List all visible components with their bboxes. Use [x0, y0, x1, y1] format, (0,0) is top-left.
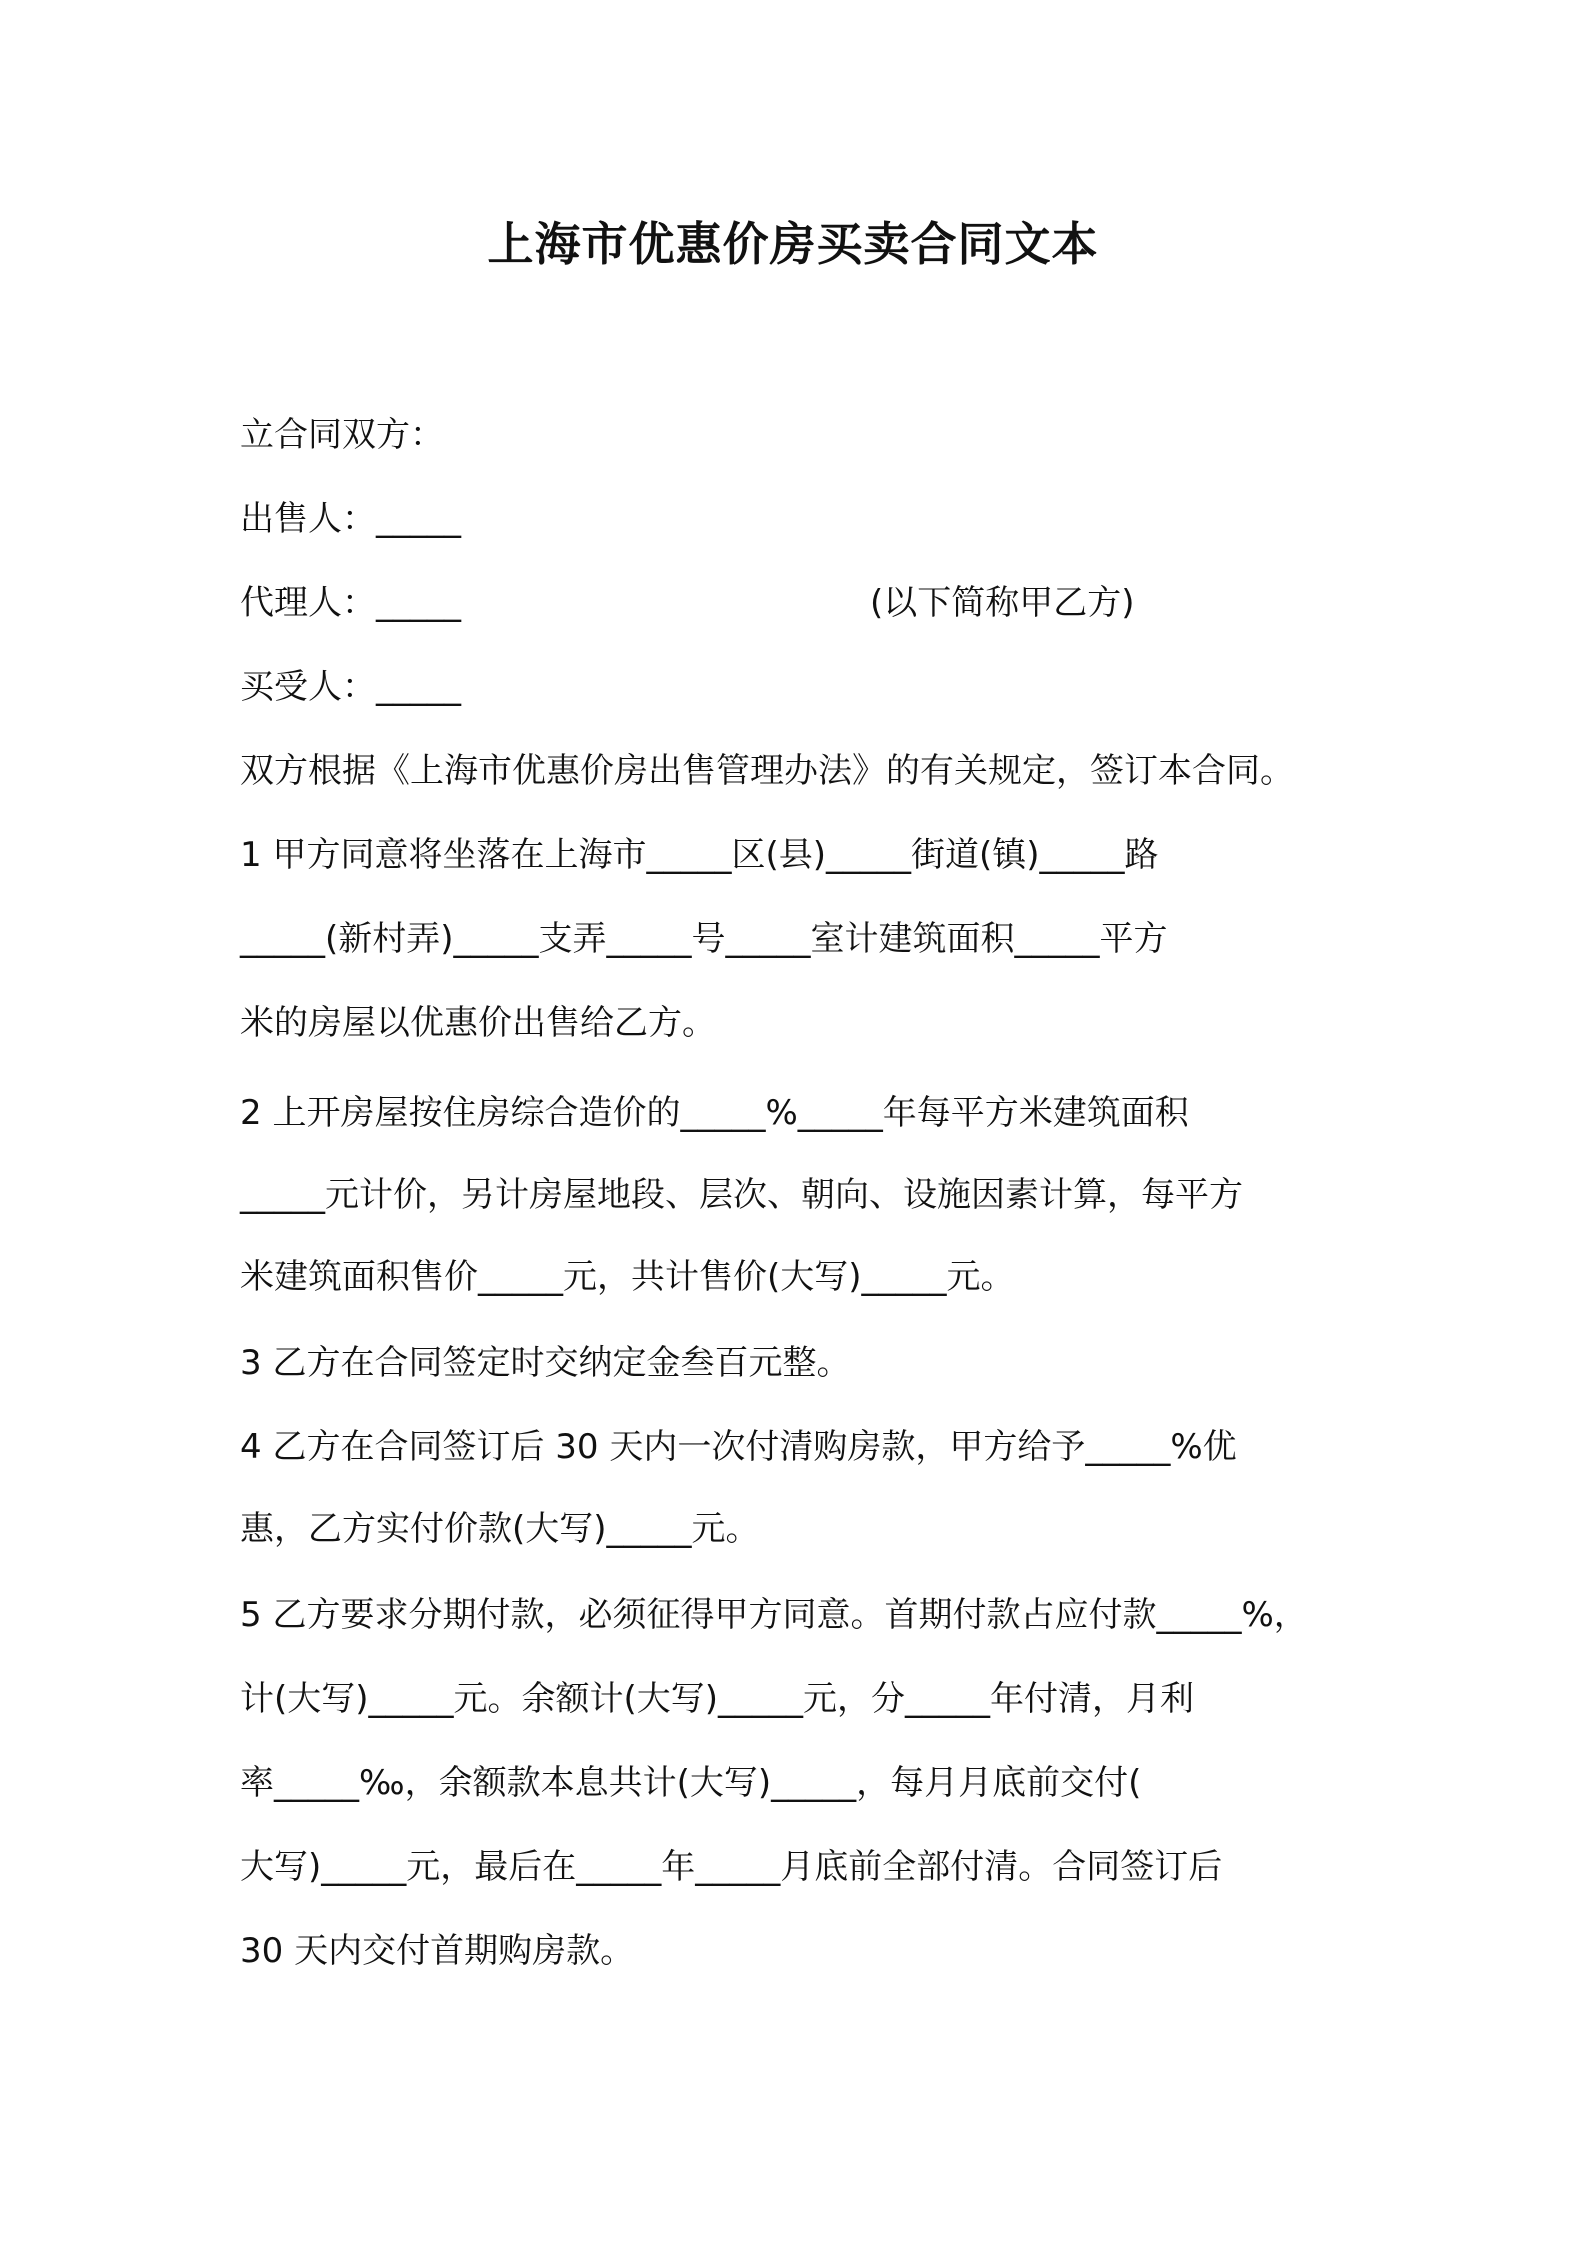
clause-5-line-1: 5 乙方要求分期付款，必须征得甲方同意。首期付款占应付款_____%， — [240, 1595, 1308, 1635]
agent-line: 代理人：_____ — [240, 583, 461, 623]
clause-5-line-2: 计(大写)_____元。余额计(大写)_____元，分_____年付清，月利 — [240, 1679, 1195, 1719]
basis-paragraph: 双方根据《上海市优惠价房出售管理办法》的有关规定，签订本合同。 — [240, 751, 1294, 791]
clause-2-line-3: 米建筑面积售价_____元，共计售价(大写)_____元。 — [240, 1257, 1015, 1297]
clause-1-line-3: 米的房屋以优惠价出售给乙方。 — [240, 1003, 716, 1043]
document-title: 上海市优惠价房买卖合同文本 — [487, 217, 1099, 271]
clause-1-line-2: _____(新村弄)_____支弄_____号_____室计建筑面积_____平方 — [240, 919, 1168, 959]
clause-5-line-3: 率_____‰，余额款本息共计(大写)_____，每月月底前交付( — [240, 1763, 1142, 1803]
clause-3-line-1: 3 乙方在合同签定时交纳定金叁百元整。 — [240, 1343, 851, 1383]
clause-5-line-4: 大写)_____元，最后在_____年_____月底前全部付清。合同签订后 — [240, 1847, 1223, 1887]
contract-parties-heading: 立合同双方： — [240, 415, 444, 455]
clause-2-line-1: 2 上开房屋按住房综合造价的_____%_____年每平方米建筑面积 — [240, 1093, 1189, 1133]
clause-4-line-2: 惠，乙方实付价款(大写)_____元。 — [240, 1509, 760, 1549]
clause-5-line-5: 30 天内交付首期购房款。 — [240, 1931, 635, 1971]
buyer-line: 买受人：_____ — [240, 667, 461, 707]
clause-2-line-2: _____元计价，另计房屋地段、层次、朝向、设施因素计算，每平方 — [240, 1175, 1243, 1215]
parties-note: (以下简称甲乙方) — [870, 583, 1135, 623]
clause-1-line-1: 1 甲方同意将坐落在上海市_____区(县)_____街道(镇)_____路 — [240, 835, 1159, 875]
seller-line: 出售人：_____ — [240, 499, 461, 539]
clause-4-line-1: 4 乙方在合同签订后 30 天内一次付清购房款，甲方给予_____%优 — [240, 1427, 1237, 1467]
